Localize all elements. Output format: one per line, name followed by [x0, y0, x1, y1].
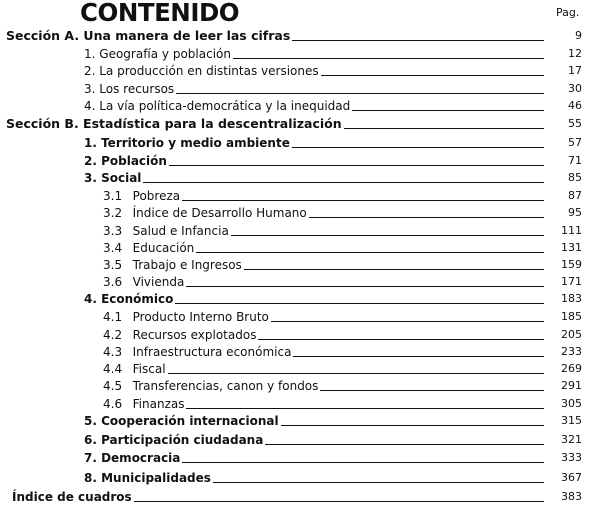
toc-entry [0, 342, 600, 359]
page-title: CONTENIDO [80, 0, 240, 27]
toc-entry-title: 1. Territorio y medio ambiente [84, 136, 290, 150]
toc-entry-page: 55 [568, 117, 582, 130]
toc-entry-title: 2. La producción en distintas versiones [84, 64, 319, 78]
toc-leader-line [182, 199, 544, 201]
toc-entry [0, 448, 600, 465]
toc-entry-page: 12 [568, 47, 582, 60]
toc-entry [0, 272, 600, 289]
toc-entry-title: 1. Geografía y población [84, 47, 231, 61]
toc-leader-line [344, 127, 544, 129]
toc-entry-page: 159 [561, 258, 582, 271]
toc-leader-line [176, 92, 544, 94]
toc-leader-line [292, 146, 544, 148]
toc-entry-title: 5. Cooperación internacional [84, 414, 279, 428]
toc-entry-number: 4.5 [103, 379, 123, 393]
toc-entry-title: 3.4 Educación [103, 241, 195, 255]
toc-entry-page: 71 [568, 154, 582, 167]
toc-entry [0, 79, 600, 96]
toc-leader-line [143, 181, 544, 183]
toc-entry-number: 3.3 [103, 224, 123, 238]
toc-entry [0, 255, 600, 272]
toc-leader-line [231, 234, 544, 236]
toc-entry-title: 2. Población [84, 154, 167, 168]
toc-leader-line [292, 39, 544, 41]
toc-entry-number: 3.2 [103, 206, 123, 220]
toc-entry-page: 233 [561, 345, 582, 358]
toc-entry-number: 3.6 [103, 275, 123, 289]
toc-entry-title: 4.3 Infraestructura económica [103, 345, 292, 359]
toc-entry [0, 133, 600, 150]
toc-leader-line [352, 109, 544, 111]
page-column-label: Pag. [556, 6, 580, 19]
toc-leader-line [293, 355, 544, 357]
toc-entry-title: 3.6 Vivienda [103, 275, 185, 289]
toc-entry-page: 95 [568, 206, 582, 219]
toc-entry [0, 325, 600, 342]
toc-entry-page: 305 [561, 397, 582, 410]
toc-entry-page: 185 [561, 310, 582, 323]
toc-leader-line [186, 407, 544, 409]
toc-entry [0, 411, 600, 428]
toc-entry-title: 7. Democracia [84, 451, 181, 465]
toc-leader-line [244, 268, 544, 270]
toc-entry-title: 4.4 Fiscal [103, 362, 166, 376]
toc-entry-page: 205 [561, 328, 582, 341]
toc-entry-page: 57 [568, 136, 582, 149]
toc-entry-page: 183 [561, 292, 582, 305]
toc-entry [0, 221, 600, 238]
toc-entry [0, 44, 600, 61]
toc-entry-number: 4.2 [103, 328, 123, 342]
toc-leader-line [271, 320, 544, 322]
toc-entry [0, 114, 600, 131]
toc-leader-line [182, 461, 544, 463]
toc-entry [0, 203, 600, 220]
toc-entry [0, 430, 600, 447]
toc-entry-title: 4.5 Transferencias, canon y fondos [103, 379, 319, 393]
toc-leader-line [321, 74, 544, 76]
toc-entry-number: 4.6 [103, 397, 123, 411]
toc-entry-page: 85 [568, 171, 582, 184]
toc-entry-title: 4. La vía política-democrática y la inequidad [84, 99, 351, 113]
toc-entry-title: 4.1 Producto Interno Bruto [103, 310, 269, 324]
toc-entry [0, 168, 600, 185]
toc-entry [0, 238, 600, 255]
toc-leader-line [265, 443, 544, 445]
toc-leader-line [320, 389, 544, 391]
toc-entry-title: 3.5 Trabajo e Ingresos [103, 258, 242, 272]
toc-entry-page: 269 [561, 362, 582, 375]
toc-entry-page: 171 [561, 275, 582, 288]
toc-entry-number: 3.4 [103, 241, 123, 255]
toc-entry-page: 291 [561, 379, 582, 392]
toc-entry [0, 487, 600, 504]
toc-leader-line [186, 285, 544, 287]
toc-leader-line [258, 338, 544, 340]
toc-leader-line [196, 251, 544, 253]
toc-entry-page: 46 [568, 99, 582, 112]
toc-entry-number: 4.1 [103, 310, 123, 324]
toc-entry-title: 6. Participación ciudadana [84, 433, 264, 447]
toc-entry-page: 321 [561, 433, 582, 446]
toc-entry-page: 9 [575, 29, 582, 42]
toc-leader-line [169, 164, 544, 166]
toc-entry [0, 307, 600, 324]
toc-entry-title: 8. Municipalidades [84, 471, 211, 485]
toc-entry-number: 3.5 [103, 258, 123, 272]
toc-entry-title: 3.2 Índice de Desarrollo Humano [103, 206, 307, 220]
toc-entry [0, 376, 600, 393]
toc-entry-number: 4.4 [103, 362, 123, 376]
toc-entry [0, 289, 600, 306]
toc-entry [0, 394, 600, 411]
toc-entry [0, 151, 600, 168]
toc-leader-line [213, 481, 544, 483]
toc-entry-page: 111 [561, 224, 582, 237]
toc-entry-title: 3. Los recursos [84, 82, 175, 96]
toc-entry [0, 61, 600, 78]
toc-leader-line [309, 216, 544, 218]
toc-entry-page: 367 [561, 471, 582, 484]
toc-entry [0, 26, 600, 43]
toc-entry [0, 96, 600, 113]
toc-entry-number: 3.1 [103, 189, 123, 203]
toc-entry-title: 4. Económico [84, 292, 174, 306]
toc-entry [0, 186, 600, 203]
toc-entry-page: 30 [568, 82, 582, 95]
toc-leader-line [134, 500, 544, 502]
toc-leader-line [281, 424, 544, 426]
toc-entry-number: 4.3 [103, 345, 123, 359]
toc-entry-title: 4.6 Finanzas [103, 397, 185, 411]
toc-entry-title: Sección B. Estadística para la descentralización [6, 116, 342, 131]
toc-entry [0, 359, 600, 376]
toc-entry-title: 3. Social [84, 171, 142, 185]
toc-leader-line [175, 302, 544, 304]
toc-entry-title: 3.1 Pobreza [103, 189, 181, 203]
toc-entry-title: Índice de cuadros [12, 490, 132, 504]
toc-entry-page: 333 [561, 451, 582, 464]
toc-entry-title: 3.3 Salud e Infancia [103, 224, 229, 238]
toc-entry-page: 87 [568, 189, 582, 202]
toc-entry-page: 17 [568, 64, 582, 77]
toc-entry-title: Sección A. Una manera de leer las cifras [6, 28, 291, 43]
toc-entry [0, 468, 600, 485]
toc-entry-page: 383 [561, 490, 582, 503]
toc-entry-page: 315 [561, 414, 582, 427]
toc-leader-line [233, 57, 544, 59]
toc-entry-title: 4.2 Recursos explotados [103, 328, 257, 342]
toc-entry-page: 131 [561, 241, 582, 254]
toc-leader-line [168, 372, 544, 374]
